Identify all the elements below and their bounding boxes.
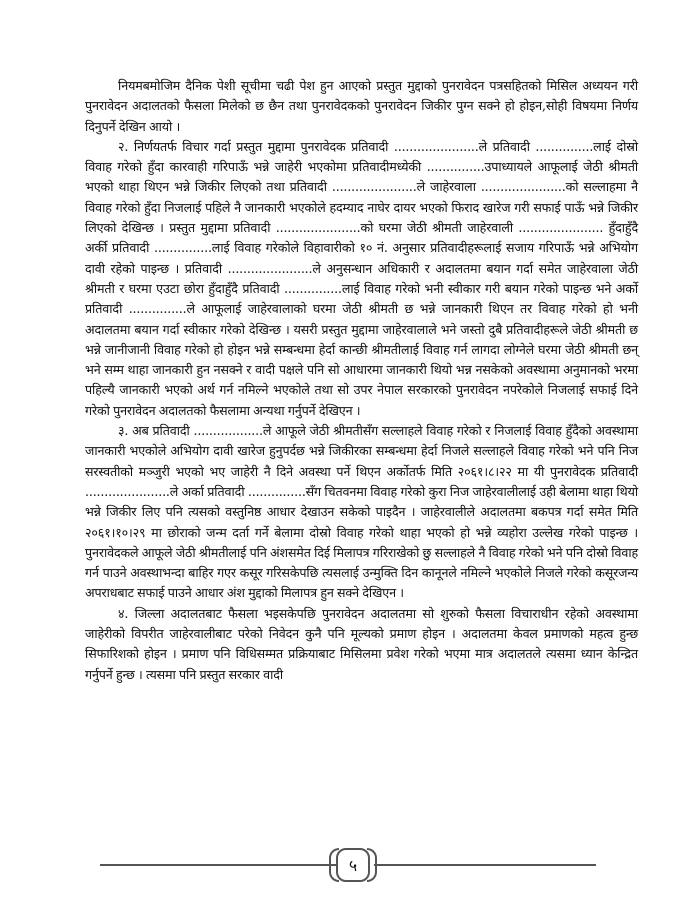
page-number-frame (336, 848, 370, 882)
paragraph-2: २. निर्णयतर्फ विचार गर्दा प्रस्तुत मुद्दामा पुनरावेदक प्रतिवादी ......................ले प्रतिवादी ...............लाई दोस्रो विवाह गरेको हुँदा कारवाही गरिपाऊँ भन्ने जाहेरी भएकोमा प्रतिवादीमध्येकी ...............उपाध्यायले आफूलाई जेठी श्रीमती भएको थाहा थिएन भन्ने जिकीर लिएको तथा प्रतिवादी ......................ले जाहेरवाला ......................को सल्लाहमा नै विवाह गरेको हुँदा निजलाई पहिले नै जानकारी भएकोले हदम्याद नाघेर दायर भएको फिराद खारेज गरी सफाई पाऊँ भन्ने जिकीर लिएको देखिन्छ । प्रस्तुत मुद्दामा प्रतिवादी ......................को घरमा जेठी श्रीमती जाहेरवाली ...................... हुँदाहुँदै अर्की प्रतिवादी ...............लाई विवाह गरेकोले विहावारीको १० नं. अनुसार प्रतिवादीहरूलाई सजाय गरिपाऊँ भन्ने अभियोग दावी रहेको पाइन्छ । प्रतिवादी ......................ले अनुसन्धान अधिकारी र अदालतमा बयान गर्दा समेत जाहेरवाला जेठी श्रीमती र घरमा एउटा छोरा हुँदाहुँदै प्रतिवादी ...............लाई विवाह गरेको भनी स्वीकार गरी बयान गरेको पाइन्छ भने अर्को प्रतिवादी ...............ले आफूलाई जाहेरवालाको घरमा जेठी श्रीमती छ भन्ने जानकारी थिएन तर विवाह गरेको हो भनी अदालतमा बयान गर्दा स्वीकार गरेको देखिन्छ । यसरी प्रस्तुत मुद्दामा जाहेरवालाले भने जस्तो दुबै प्रतिवादीहरूले जेठी श्रीमती छ भन्ने जानीजानी विवाह गरेको हो होइन भन्ने सम्बन्धमा हेर्दा कान्छी श्रीमतीलाई विवाह गर्न लागदा लोग्नेले घरमा जेठी श्रीमती छन् भने सम्म थाहा जानकारी हुन नसक्ने र वादी पक्षले पनि सो आधारमा जानकारी थियो भन्न नसकेको अवस्थामा अनुमानको भरमा पहिल्यै जानकारी भएको अर्थ गर्न नमिल्ने भएकोले तथा सो उपर नेपाल सरकारको पुनरावेदन नपरेकोले निजलाई सफाई दिने गरेको पुनरावेदन अदालतको फैसलामा अन्यथा गर्नुपर्ने देखिएन । (85, 138, 638, 418)
page-number: ५ (348, 856, 358, 875)
footer-rule-right (374, 864, 596, 866)
paragraph-4: ४. जिल्ला अदालतबाट फैसला भइसकेपछि पुनरावेदन अदालतमा सो शुरुको फैसला विचाराधीन रहेको अवस्थामा जाहेरीको विपरीत जाहेरवालीबाट परेको निवेदन कुनै पनि मूल्यको प्रमाण होइन । अदालतमा केवल प्रमाणको महत्व हुन्छ सिफारिशको होइन । प्रमाण पनि विधिसम्मत प्रक्रियाबाट मिसिलमा प्रवेश गरेको भएमा मात्र अदालतले त्यसमा ध्यान केन्द्रित गर्नुपर्ने हुन्छ । त्यसमा पनि प्रस्तुत सरकार वादी (85, 605, 638, 682)
footer-rule-left (100, 864, 336, 866)
paragraph-3: ३. अब प्रतिवादी ..................ले आफूले जेठी श्रीमतीसँग सल्लाहले विवाह गरेको र निजलाई विवाह हुँदैको अवस्थामा जानकारी भएकोले अभियोग दावी खारेज हुनुपर्दछ भन्ने जिकीरका सम्बन्धमा हेर्दा निजले सल्लाहले विवाह गरेको भने पनि निज सरस्वतीको मञ्जुरी भएको भए जाहेरी नै दिने अवस्था पर्ने थिएन अर्कोतर्फ मिति २०६१।८।२२ मा यी पुनरावेदक प्रतिवादी ......................ले अर्का प्रतिवादी ...............सँग चितवनमा विवाह गरेको कुरा निज जाहेरवालीलाई उही बेलामा थाहा थियो भन्ने जिकीर लिए पनि त्यसको वस्तुनिष्ठ आधार देखाउन सकेको पाइदैन । जाहेरवालीले अदालतमा बकपत्र गर्दा समेत मिति २०६१।१०।२९ मा छोराको जन्म दर्ता गर्ने बेलामा दोस्रो विवाह गरेको थाहा भएको हो भन्ने व्यहोरा उल्लेख गरेको पाइन्छ । पुनरावेदकले आफूले जेठी श्रीमतीलाई पनि अंशसमेत दिई मिलापत्र गरिराखेको छु सल्लाहले नै विवाह गरेको भने पनि दोस्रो विवाह गर्न पाउने अवस्थाभन्दा बाहिर गएर कसूर गरिसकेपछि त्यसलाई उन्मुक्ति दिन कानूनले नमिल्ने भएकोले निजले गरेको कसूरजन्य अपराधबाट सफाई पाउने आधार अंश मुद्दाको मिलापत्र हुन सक्ने देखिएन । (85, 423, 638, 601)
page-footer (0, 840, 696, 890)
paragraph-1: नियमबमोजिम दैनिक पेशी सूचीमा चढी पेश हुन आएको प्रस्तुत मुद्दाको पुनरावेदन पत्रसहितको मिसिल अध्ययन गरी पुनरावेदन अदालतको फैसला मिलेको छ छैन तथा पुनरावेदकको पुनरावेदन जिकीर पुग्न सक्ने हो होइन,सोही विषयमा निर्णय दिनुपर्ने देखिन आयो । (85, 78, 638, 134)
document-body (85, 76, 638, 685)
